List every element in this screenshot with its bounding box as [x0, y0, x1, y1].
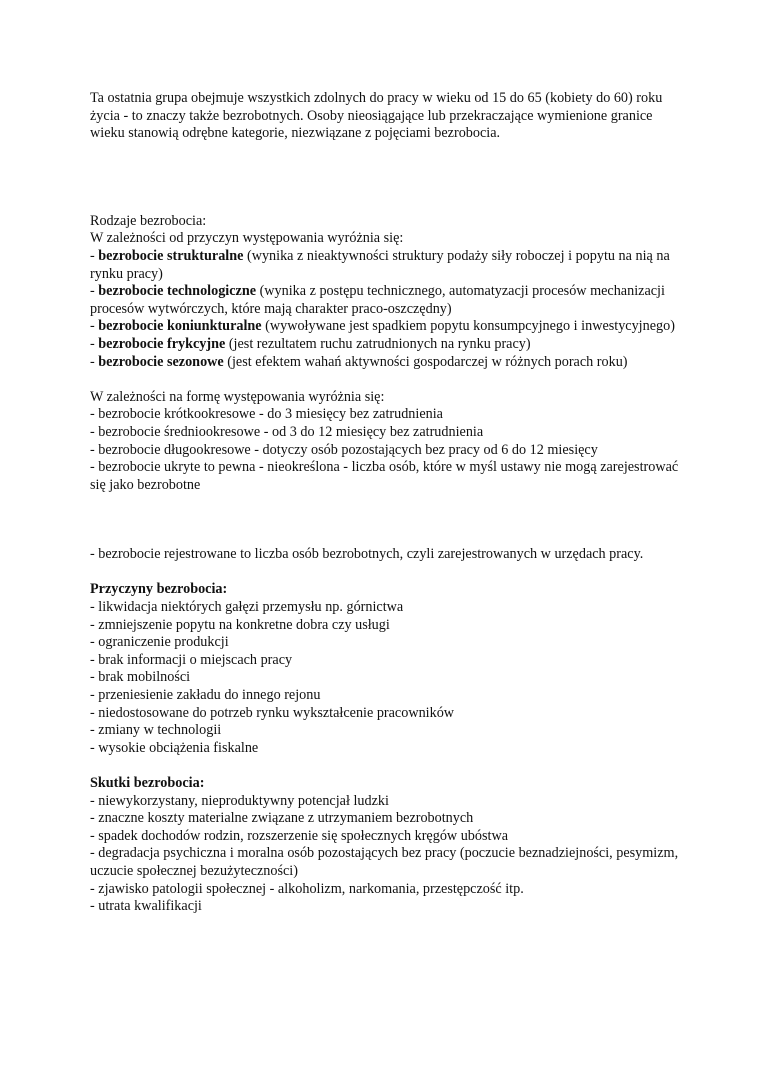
form-type-item: - bezrobocie ukryte to pewna - nieokreślona - liczba osób, które w myśl ustawy nie mogą zarejestrować się jako bezrobotne [90, 459, 679, 493]
form-type-item: - bezrobocie długookresowe - dotyczy osób pozostających bez pracy od 6 do 12 miesięcy [90, 441, 598, 458]
cause-type-item: - bezrobocie koniunkturalne (wywoływane jest spadkiem popytu konsumpcyjnego i inwestycyjnego) [90, 318, 675, 335]
cause-item: - ograniczenie produkcji [90, 634, 229, 651]
effect-item: - zjawisko patologii społecznej - alkoholizm, narkomania, przestępczość itp. [90, 880, 524, 897]
cause-item: - brak informacji o miejscach pracy [90, 651, 293, 668]
cause-type-desc: (wynika z postępu technicznego, automatyzacji procesów mechanizacji procesów wytwórczych, które mają charakter praco-oszczędny) [90, 283, 665, 317]
types-by-form-intro: W zależności na formę występowania wyróżnia się: [90, 388, 385, 405]
cause-type-item: - bezrobocie frykcyjne (jest rezultatem ruchu zatrudnionych na rynku pracy) [90, 335, 531, 352]
types-heading: Rodzaje bezrobocia: [90, 212, 207, 229]
cause-type-item: - bezrobocie strukturalne (wynika z nieaktywności struktury podaży siły roboczej i popytu na nią na rynku pracy) [90, 247, 670, 282]
effect-item: - znaczne koszty materialne związane z utrzymaniem bezrobotnych [90, 810, 474, 827]
cause-type-term: bezrobocie koniunkturalne [98, 318, 262, 335]
form-type-item: - bezrobocie krótkookresowe - do 3 miesięcy bez zatrudnienia [90, 406, 443, 423]
cause-item: - brak mobilności [90, 669, 191, 686]
cause-type-desc: (jest rezultatem ruchu zatrudnionych na rynku pracy) [225, 335, 531, 352]
cause-type-term: bezrobocie frykcyjne [98, 335, 226, 352]
effect-item: - utrata kwalifikacji [90, 898, 202, 915]
types-by-cause-intro: W zależności od przyczyn występowania wyróżnia się: [90, 230, 404, 247]
effect-item: - niewykorzystany, nieproduktywny potencjał ludzki [90, 792, 389, 809]
effect-item: - degradacja psychiczna i moralna osób pozostających bez pracy (poczucie beznadziejności, pesymizm, uczucie społecznej bezużyteczności) [90, 845, 679, 879]
effect-item: - spadek dochodów rodzin, rozszerzenie się społecznych kręgów ubóstwa [90, 827, 508, 844]
cause-item: - zmiany w technologii [90, 722, 222, 739]
cause-type-term: bezrobocie sezonowe [98, 353, 224, 370]
cause-item: - likwidacja niektórych gałęzi przemysłu np. górnictwa [90, 599, 404, 616]
cause-type-term: bezrobocie technologiczne [98, 283, 257, 300]
cause-type-desc: (wynika z nieaktywności struktury podaży siły roboczej i popytu na nią na rynku pracy) [90, 247, 670, 282]
cause-item: - wysokie obciążenia fiskalne [90, 739, 259, 756]
cause-item: - zmniejszenie popytu na konkretne dobra czy usługi [90, 616, 390, 633]
effects-heading: Skutki bezrobocia: [90, 775, 205, 791]
cause-item: - niedostosowane do potrzeb rynku wykształcenie pracowników [90, 704, 455, 721]
intro-paragraph: Ta ostatnia grupa obejmuje wszystkich zdolnych do pracy w wieku od 15 do 65 (kobiety do 60) roku życia - to znaczy także bezrobotnych. Osoby nieosiągające lub przekraczające wymienione granice wieku stanowią odrębne kategorie, niezwiązane z pojęciami bezrobocia. [90, 90, 663, 142]
document-page [90, 90, 680, 916]
cause-item: - przeniesienie zakładu do innego rejonu [90, 687, 321, 704]
registered-unemployment-paragraph: - bezrobocie rejestrowane to liczba osób bezrobotnych, czyli zarejestrowanych w urzędach pracy. [90, 546, 644, 563]
cause-type-term: bezrobocie strukturalne [98, 247, 244, 264]
causes-heading: Przyczyny bezrobocia: [90, 581, 228, 598]
cause-type-desc: (wywoływane jest spadkiem popytu konsumpcyjnego i inwestycyjnego) [261, 318, 675, 335]
cause-type-item: - bezrobocie sezonowe (jest efektem wahań aktywności gospodarczej w różnych porach roku) [90, 353, 628, 370]
cause-type-desc: (jest efektem wahań aktywności gospodarczej w różnych porach roku) [223, 353, 628, 370]
cause-type-item: - bezrobocie technologiczne (wynika z postępu technicznego, automatyzacji procesów mechanizacji procesów wytwórczych, które mają charakter praco-oszczędny) [90, 283, 665, 317]
form-type-item: - bezrobocie średniookresowe - od 3 do 12 miesięcy bez zatrudnienia [90, 423, 484, 440]
